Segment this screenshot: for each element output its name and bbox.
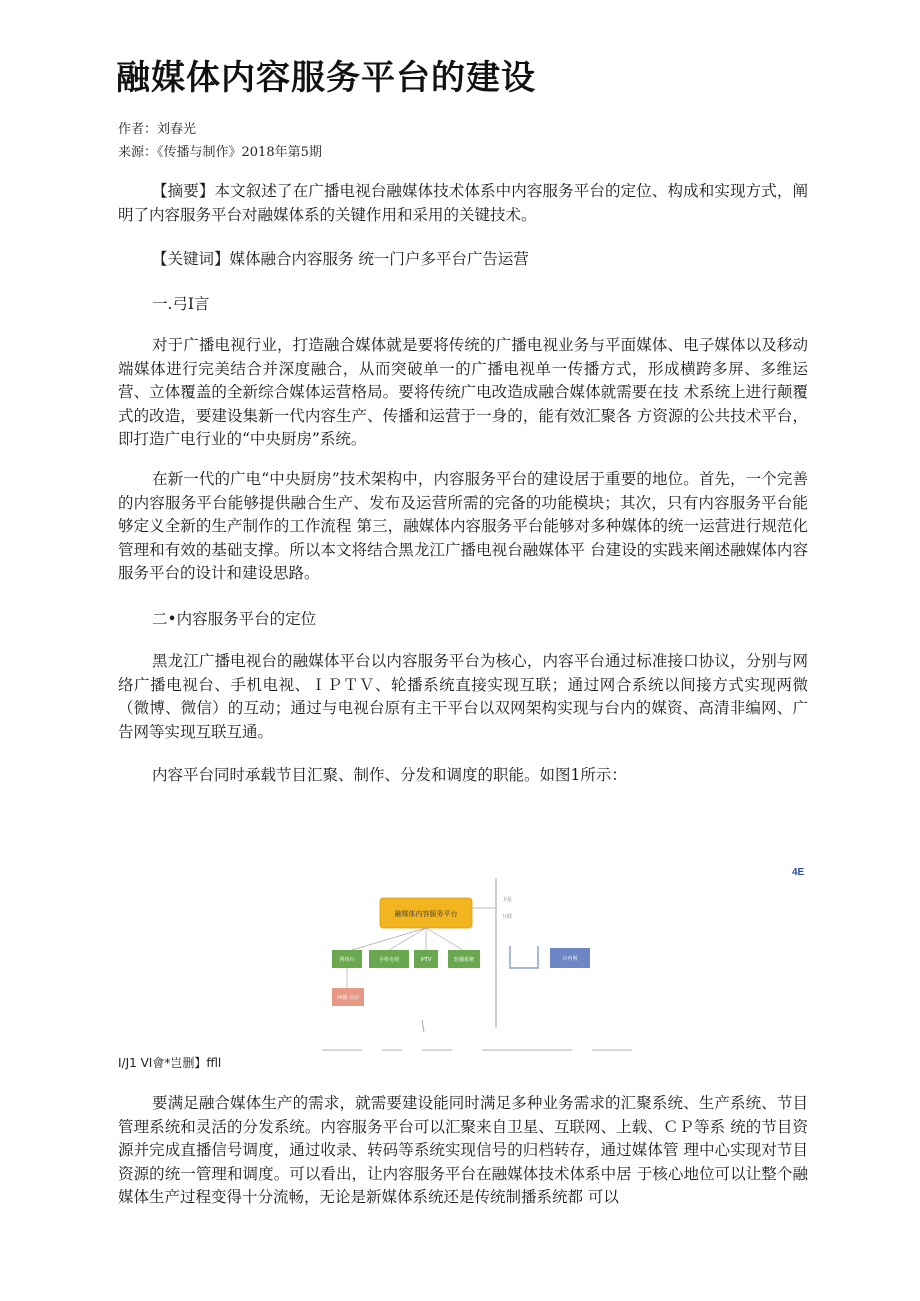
figure-caption: I/J1 VI會*岂删】ffll — [118, 1056, 222, 1070]
section1-paragraph-2: 在新一代的广电“中央厨房”技术架构中，内容服务平台的建设居于重要的地位。首先，一个完善的内容服务平台能够提供融合生产、发布及运营所需的完备的功能模块；其次，只有内容服务平台能够定义全新的生产制作的工作流程 第三，融媒体内容服务平台能够对多种媒体的统一运营进行规范化管理和有效的基础支撑。所以本文将结合黑龙江广播电视台融媒体平 台建设的实践来阐述融媒体内容服务平台的设计和建设思路。 — [118, 470, 808, 583]
faint-mark — [422, 1020, 424, 1032]
orange-node-label: 两微 互动 — [337, 995, 359, 1001]
blue-node-label: 台内网 — [562, 956, 578, 962]
author-line: 作者：刘春光 — [118, 122, 197, 137]
page-title: 融媒体内容服务平台的建设 — [116, 58, 536, 98]
keywords-line: 【关键词】媒体融合内容服务 统一门户多平台广告运营 — [152, 250, 529, 268]
connector-line — [389, 928, 426, 950]
core-node-label: 融媒体内容服务平台 — [394, 910, 458, 918]
green-node-label: IPTV — [420, 957, 432, 963]
abstract-paragraph: 【摘要】本文叙述了在广播电视台融媒体技术体系中内容服务平台的定位、构成和实现方式，阐明了内容服务平台对融媒体系的关键作用和采用的关键技术。 — [118, 182, 808, 224]
section2-paragraph-3: 要满足融合媒体生产的需求，就需要建设能同时满足多种业务需求的汇聚系统、生产系统、节目管理系统和灵活的分发系统。内容服务平台可以汇聚来自卫星、互联网、上载、ＣＰ等系 统的节目资源并完成直播信号调度，通过收录、转码等系统实现信号的归档转存，通过媒体管 理中心实现对节目资源的统一管理和调度。可以看出，让内容服务平台在融媒体技术体系中居 于核心地位可以让整个融媒体生产过程变得十分流畅，无论是新媒体系统还是传统制播系统都 可以 — [118, 1094, 808, 1207]
green-node-label: 网络台 — [339, 957, 355, 963]
section1-paragraph-1: 对于广播电视行业，打造融合媒体就是要将传统的广播电视业务与平面媒体、电子媒体以及移动端媒体进行完美结合并深度融合，从而突破单一的广播电视单一传播方式，形成横跨多屏、多维运营、立体覆盖的全新综合媒体运营格局。要将传统广电改造成融合媒体就需要在技 术系统上进行颠覆式的改造，要建设集新一代内容生产、传播和运营于一身的，能有效汇聚各 方资源的公共技术平台，即打造广电行业的“中央厨房”系统。 — [118, 336, 808, 449]
blue-bracket — [510, 946, 538, 968]
section2-heading: 二•内容服务平台的定位 — [152, 610, 317, 628]
figure-diagram — [322, 860, 814, 1056]
figure-corner-label: 4E — [792, 867, 805, 878]
green-node-label: 手机电视 — [378, 957, 400, 963]
section2-paragraph-2: 内容平台同时承载节目汇聚、制作、分发和调度的职能。如图1所示： — [152, 766, 627, 784]
side-label-1: 卫星 — [502, 897, 513, 903]
section1-heading: 一.弓I言 — [152, 295, 210, 313]
green-node-label: 轮播系统 — [453, 957, 475, 963]
side-label-2: 互联 — [502, 914, 513, 920]
source-line: 来源：《传播与制作》2018年第5期 — [118, 145, 322, 160]
connector-line — [426, 928, 463, 950]
connector-line — [352, 928, 426, 950]
section2-paragraph-1: 黑龙江广播电视台的融媒体平台以内容服务平台为核心，内容平台通过标准接口协议，分别与网络广播电视台、手机电视、ＩＰＴＶ、轮播系统直接实现互联；通过网合系统以间接方式实现两微（微博、微信）的互动；通过与电视台原有主干平台以双网架构实现与台内的媒资、高清非编网、广告网等实现互联互通。 — [118, 652, 808, 741]
